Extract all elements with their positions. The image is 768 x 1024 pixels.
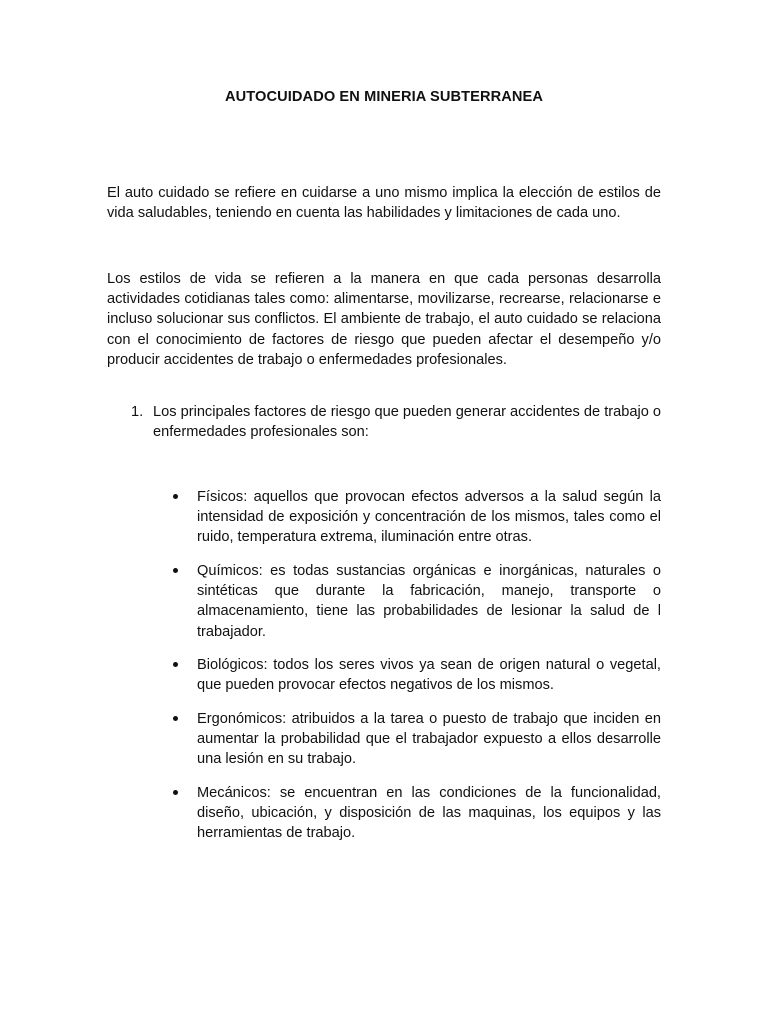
bullet-icon: [173, 568, 178, 573]
numbered-list-item: [131, 402, 661, 443]
bullet-item-fisicos: [170, 487, 661, 548]
paragraph-estilos-de-vida: Los estilos de vida se refieren a la manera en que cada personas desarrolla actividades cotidianas tales como: alimentarse, movilizarse, recrearse, relacionarse e incluso solucionar sus conflictos. El ambiente de trabajo, el auto cuidado se relaciona con el conocimiento de factores de riesgo que pueden afectar el desempeño y/o producir accidentes de trabajo o enfermedades profesionales.: [107, 271, 661, 368]
bullet-item-ergonomicos: [170, 709, 661, 770]
bullet-item-mecanicos: [170, 783, 661, 844]
document-title: AUTOCUIDADO EN MINERIA SUBTERRANEA: [225, 89, 543, 105]
risk-factors-list: [170, 487, 661, 857]
bullet-icon: [173, 494, 178, 499]
bullet-item-quimicos: [170, 561, 661, 642]
bullet-text: Químicos: es todas sustancias orgánicas e inorgánicas, naturales o sintéticas que durante la fabricación, manejo, transporte o almacenamiento, tiene las probabilidades de lesionar la salud de l trabajador.: [197, 563, 661, 640]
bullet-text: Mecánicos: se encuentran en las condiciones de la funcionalidad, diseño, ubicación, y disposición de las maquinas, los equipos y las herramientas de trabajo.: [197, 785, 661, 842]
bullet-text: Biológicos: todos los seres vivos ya sean de origen natural o vegetal, que pueden provocar efectos negativos de los mismos.: [197, 657, 661, 694]
bullet-text: Físicos: aquellos que provocan efectos adversos a la salud según la intensidad de exposición y concentración de los mismos, tales como el ruido, temperatura extrema, iluminación entre otras.: [197, 489, 661, 546]
paragraph-autocuidado: El auto cuidado se refiere en cuidarse a uno mismo implica la elección de estilos de vida saludables, teniendo en cuenta las habilidades y limitaciones de cada uno.: [107, 185, 661, 222]
bullet-icon: [173, 716, 178, 721]
bullet-item-biologicos: [170, 655, 661, 695]
list-item-text: Los principales factores de riesgo que pueden generar accidentes de trabajo o enfermedades profesionales son:: [153, 404, 661, 441]
bullet-text: Ergonómicos: atribuidos a la tarea o puesto de trabajo que inciden en aumentar la probabilidad que el trabajador expuesto a ellos desarrolle una lesión en su trabajo.: [197, 711, 661, 768]
bullet-icon: [173, 790, 178, 795]
list-number: 1.: [131, 404, 144, 420]
bullet-icon: [173, 662, 178, 667]
